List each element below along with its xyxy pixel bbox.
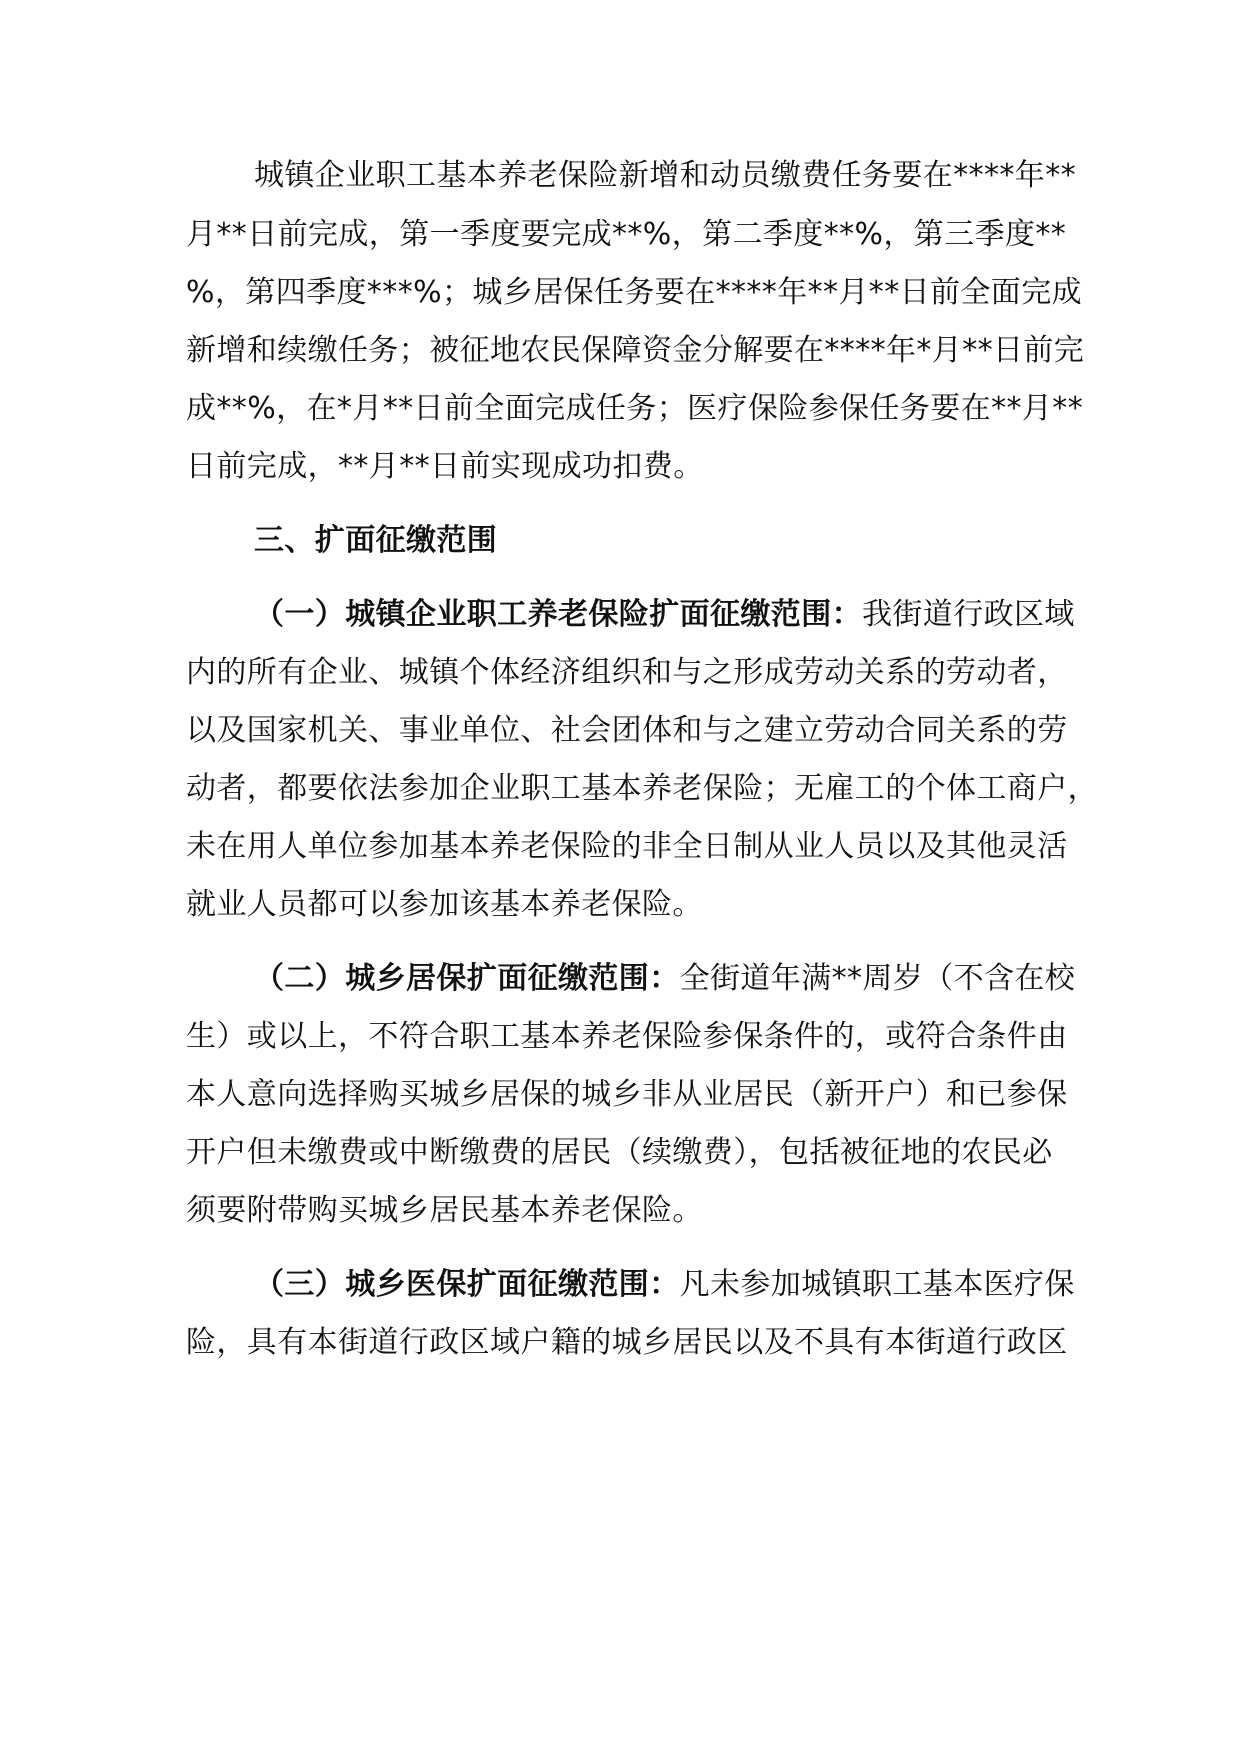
paragraph-line: 就业人员都可以参加该基本养老保险。	[186, 887, 703, 922]
item-label: （一）城镇企业职工养老保险扩面征缴范围：	[254, 597, 862, 632]
item-text: 全街道年满**周岁（不含在校	[679, 961, 1076, 996]
paragraph-line: 以及国家机关、事业单位、社会团体和与之建立劳动合同关系的劳	[186, 713, 1068, 748]
paragraph-line: 新增和续缴任务；被征地农民保障资金分解要在****年*月**日前完	[186, 333, 1085, 368]
item-text: 凡未参加城镇职工基本医疗保	[679, 1267, 1075, 1302]
paragraph-line: 险，具有本街道行政区域户籍的城乡居民以及不具有本街道行政区	[186, 1325, 1068, 1360]
paragraph-line: 开户但未缴费或中断缴费的居民（续缴费），包括被征地的农民必	[186, 1135, 1053, 1170]
item-first-line	[254, 595, 1075, 635]
section-heading: 三、扩面征缴范围	[254, 523, 498, 558]
paragraph-line: 内的所有企业、城镇个体经济组织和与之形成劳动关系的劳动者，	[186, 655, 1068, 690]
item-label: （三）城乡医保扩面征缴范围：	[254, 1267, 680, 1302]
item-first-line	[254, 959, 1075, 999]
paragraph-line: 城镇企业职工基本养老保险新增和动员缴费任务要在****年**	[254, 158, 1076, 193]
paragraph-line: %，第四季度***%；城乡居保任务要在****年**月**日前全面完成	[186, 275, 1083, 310]
paragraph-line: 成**%，在*月**日前全面完成任务；医疗保险参保任务要在**月**	[186, 391, 1084, 426]
paragraph-line: 日前完成，**月**日前实现成功扣费。	[186, 449, 704, 484]
paragraph-line: 本人意向选择购买城乡居保的城乡非从业居民（新开户）和已参保	[186, 1077, 1068, 1112]
item-text: 我街道行政区域	[862, 597, 1075, 632]
item-label: （二）城乡居保扩面征缴范围：	[254, 961, 680, 996]
paragraph-line: 未在用人单位参加基本养老保险的非全日制从业人员以及其他灵活	[186, 829, 1068, 864]
paragraph-line: 须要附带购买城乡居民基本养老保险。	[186, 1193, 703, 1228]
paragraph-line: 生）或以上，不符合职工基本养老保险参保条件的，或符合条件由	[186, 1019, 1068, 1054]
item-first-line	[254, 1265, 1075, 1305]
paragraph-line: 动者，都要依法参加企业职工基本养老保险；无雇工的个体工商户，	[186, 771, 1098, 806]
paragraph-line: 月**日前完成，第一季度要完成**%，第二季度**%，第三季度**	[186, 217, 1067, 252]
